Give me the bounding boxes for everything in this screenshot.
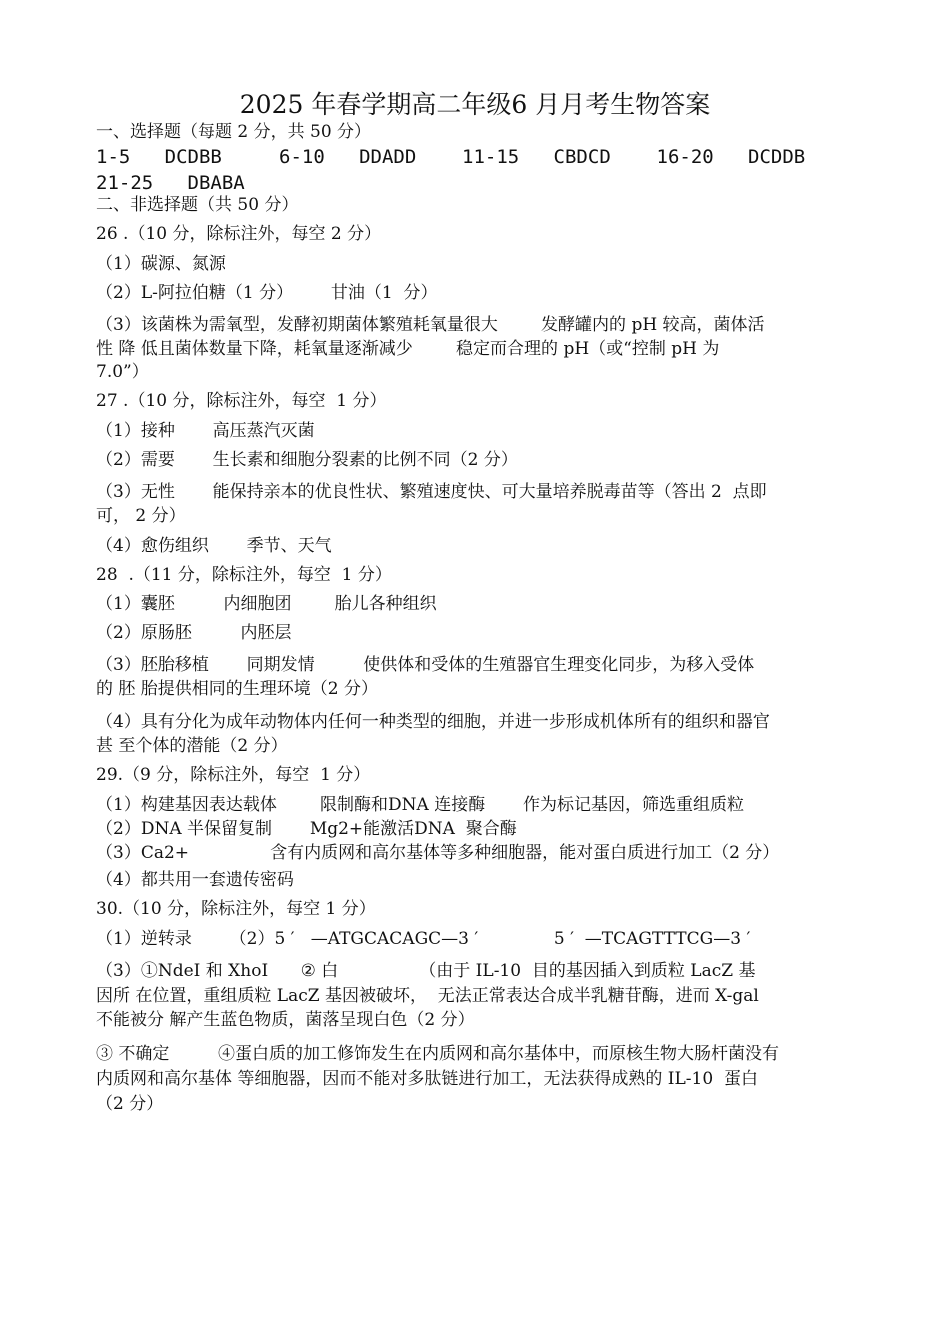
q27-header: 27 .（10 分，除标注外，每空 1 分） [96,391,387,411]
q30-answer3-line2: 因所 在位置，重组质粒 LacZ 基因被破坏， 无法正常表达合成半乳糖苷酶，进而 X-gal [96,986,759,1006]
q26-answer3-line2: 性 降 低且菌体数量下降，耗氧量逐渐减少 稳定而合理的 pH（或“控制 pH 为 [96,339,720,359]
page-title: 2025 年春学期高二年级6 月月考生物答案 [239,90,711,119]
q30-answer1: （1）逆转录 （2）5 ′ —ATGCACAGC—3 ′ 5 ′ —TCAGTTTCG—3 ′ [96,929,751,949]
q26-answer1: （1）碳源、氮源 [96,254,226,274]
q30-answer3-line1: （3）①NdeⅠ 和 XhoⅠ ② 白 （由于 IL-10 目的基因插入到质粒 LacZ 基 [96,961,756,981]
q27-answer4: （4）愈伤组织 季节、天气 [96,536,332,556]
q26-answer3-line1: （3）该菌株为需氧型，发酵初期菌体繁殖耗氧量很大 发酵罐内的 pH 较高，菌体活 [96,315,765,335]
q26-answer3-line3: 7.0”） [96,362,149,382]
q28-answer2: （2）原肠胚 内胚层 [96,623,292,643]
q30-answer4-line1: ③ 不确定 ④蛋白质的加工修饰发生在内质网和高尔基体中，而原核生物大肠杆菌没有 [96,1044,780,1064]
q27-answer1: （1）接种 高压蒸汽灭菌 [96,421,315,441]
q27-answer3-line2: 可， 2 分） [96,506,186,526]
q29-header: 29.（9 分，除标注外，每空 1 分） [96,765,371,785]
mc-answers-line2: 21-25 DBABA [96,172,245,194]
q26-answer2: （2）L-阿拉伯糖（1 分） 甘油（1 分） [96,283,438,303]
q27-answer3-line1: （3）无性 能保持亲本的优良性状、繁殖速度快、可大量培养脱毒苗等（答出 2 点即 [96,482,767,502]
q26-header: 26 .（10 分，除标注外，每空 2 分） [96,224,382,244]
q29-answer2: （2）DNA 半保留复制 Mg2+能激活DNA 聚合酶 [96,819,517,839]
q30-answer4-line3: （2 分） [96,1094,164,1114]
q30-answer4-line2: 内质网和高尔基体 等细胞器，因而不能对多肽链进行加工，无法获得成熟的 IL-10 蛋白 [96,1069,758,1089]
q28-answer3-line2: 的 胚 胎提供相同的生理环境（2 分） [96,679,379,699]
section1-heading: 一、选择题（每题 2 分，共 50 分） [96,122,372,142]
q27-answer2: （2）需要 生长素和细胞分裂素的比例不同（2 分） [96,450,518,470]
q29-answer4: （4）都共用一套遗传密码 [96,870,294,890]
mc-answers-line1: 1-5 DCDBB 6-10 DDADD 11-15 CBDCD 16-20 DCDDB [96,146,806,168]
q29-answer3: （3）Ca2+ 含有内质网和高尔基体等多种细胞器，能对蛋白质进行加工（2 分） [96,843,780,863]
q28-answer1: （1）囊胚 内细胞团 胎儿各种组织 [96,594,437,614]
q28-answer4-line2: 甚 至个体的潜能（2 分） [96,736,288,756]
q30-answer3-line3: 不能被分 解产生蓝色物质，菌落呈现白色（2 分） [96,1010,475,1030]
q29-answer1: （1）构建基因表达载体 限制酶和DNA 连接酶 作为标记基因，筛选重组质粒 [96,795,745,815]
q28-answer3-line1: （3）胚胎移植 同期发情 使供体和受体的生殖器官生理变化同步，为移入受体 [96,655,755,675]
section2-heading: 二、非选择题（共 50 分） [96,195,299,215]
q28-header: 28 .（11 分，除标注外，每空 1 分） [96,565,392,585]
q28-answer4-line1: （4）具有分化为成年动物体内任何一种类型的细胞，并进一步形成机体所有的组织和器官 [96,712,770,732]
q30-header: 30.（10 分，除标注外，每空 1 分） [96,899,376,919]
